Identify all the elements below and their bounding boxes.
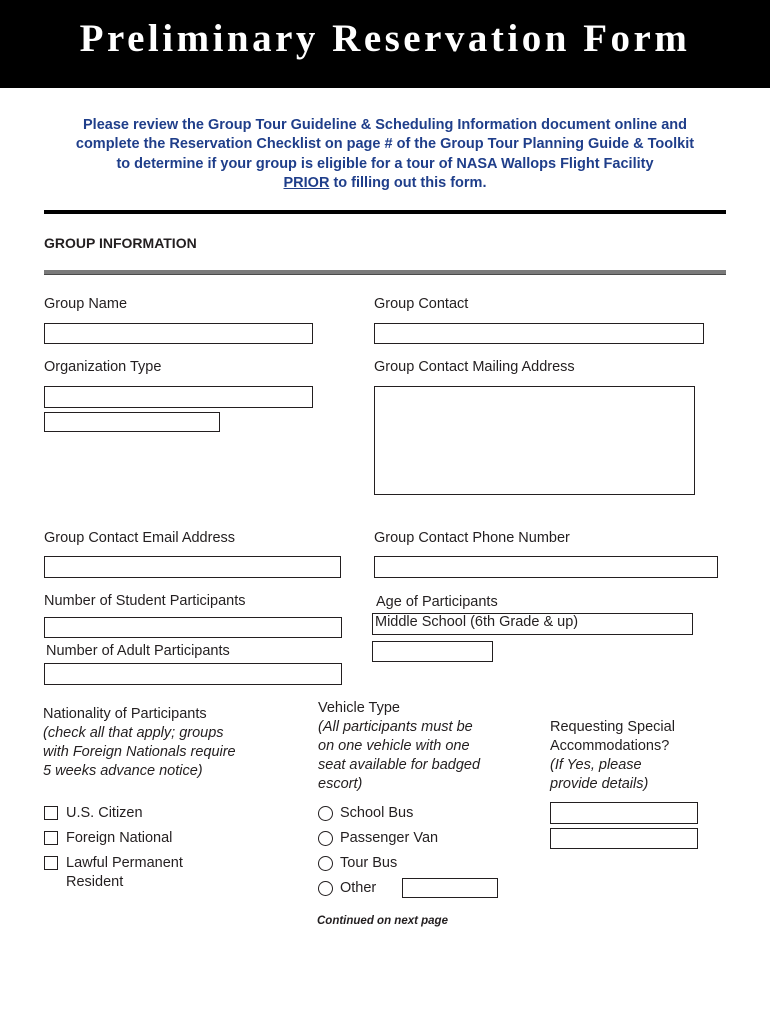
prior-emphasis: PRIOR (283, 174, 330, 191)
lawful-permanent-label: Lawful Permanent (66, 855, 183, 871)
passenger-van-label: Passenger Van (340, 830, 439, 846)
lawful-permanent-resident-checkbox[interactable] (44, 856, 58, 870)
vehicle-note-2: on one vehicle with one (318, 738, 470, 754)
tour-bus-label: Tour Bus (340, 855, 398, 871)
vehicle-note-1: (All participants must be (318, 719, 473, 735)
nationality-title: Nationality of Participants (43, 706, 207, 722)
group-contact-label: Group Contact (374, 296, 469, 312)
section-divider (44, 270, 726, 275)
organization-type-input[interactable] (44, 386, 313, 408)
intro-paragraph (40, 116, 730, 193)
nationality-note-3: 5 weeks advance notice) (43, 763, 203, 779)
school-bus-label: School Bus (340, 805, 414, 821)
organization-type-other-input[interactable] (44, 412, 220, 432)
adult-participants-label: Number of Adult Participants (46, 643, 230, 659)
vehicle-note-4: escort) (318, 776, 363, 792)
intro-line-3: to determine if your group is eligible for a tour of NASA Wallops Flight Facility (116, 155, 654, 172)
accommodations-line-1: Requesting Special (550, 719, 675, 735)
us-citizen-label: U.S. Citizen (66, 805, 143, 821)
other-vehicle-input[interactable] (402, 878, 498, 898)
phone-input[interactable] (374, 556, 718, 578)
intro-line-1: Please review the Group Tour Guideline & Scheduling Information document online and (83, 117, 687, 133)
group-contact-input[interactable] (374, 323, 704, 344)
age-other-input[interactable] (372, 641, 493, 662)
email-label: Group Contact Email Address (44, 530, 236, 546)
intro-line-4-rest: to filling out this form. (329, 174, 487, 191)
accommodations-block (550, 718, 675, 794)
tour-bus-radio[interactable] (318, 856, 333, 871)
adult-participants-input[interactable] (44, 663, 342, 685)
foreign-national-label: Foreign National (66, 830, 173, 846)
age-select[interactable]: Middle School (6th Grade & up) (372, 613, 693, 635)
section-title: GROUP INFORMATION (44, 235, 197, 251)
mailing-address-textarea[interactable] (374, 386, 695, 495)
vehicle-block (318, 699, 480, 794)
accommodations-line-2: Accommodations? (550, 738, 670, 754)
us-citizen-checkbox[interactable] (44, 806, 58, 820)
vehicle-note-3: seat available for badged (318, 757, 481, 773)
student-participants-input[interactable] (44, 617, 342, 638)
foreign-national-checkbox[interactable] (44, 831, 58, 845)
group-name-label: Group Name (44, 296, 128, 312)
age-label: Age of Participants (376, 594, 498, 610)
divider (44, 210, 726, 214)
school-bus-radio[interactable] (318, 806, 333, 821)
intro-line-2: complete the Reservation Checklist on page # of the Group Tour Planning Guide & Toolkit (75, 136, 695, 153)
nationality-note-2: with Foreign Nationals require (43, 744, 236, 760)
accommodations-input-1[interactable] (550, 802, 698, 824)
other-label: Other (340, 880, 377, 896)
nationality-block (43, 705, 236, 781)
group-name-input[interactable] (44, 323, 313, 344)
phone-label: Group Contact Phone Number (374, 530, 570, 546)
accommodations-note-1: (If Yes, please (550, 757, 642, 773)
student-participants-label: Number of Student Participants (44, 593, 246, 609)
passenger-van-radio[interactable] (318, 831, 333, 846)
page-title: Preliminary Reservation Form (79, 17, 691, 60)
other-radio[interactable] (318, 881, 333, 896)
organization-type-label: Organization Type (44, 359, 162, 375)
accommodations-note-2: provide details) (550, 776, 649, 792)
accommodations-input-2[interactable] (550, 828, 698, 849)
nationality-note-1: (check all that apply; groups (43, 725, 224, 741)
email-input[interactable] (44, 556, 341, 578)
continued-note: Continued on next page (317, 915, 448, 927)
vehicle-title: Vehicle Type (318, 700, 400, 716)
resident-label: Resident (66, 874, 124, 890)
intro-line-4 (40, 174, 730, 193)
mailing-address-label: Group Contact Mailing Address (374, 359, 575, 375)
